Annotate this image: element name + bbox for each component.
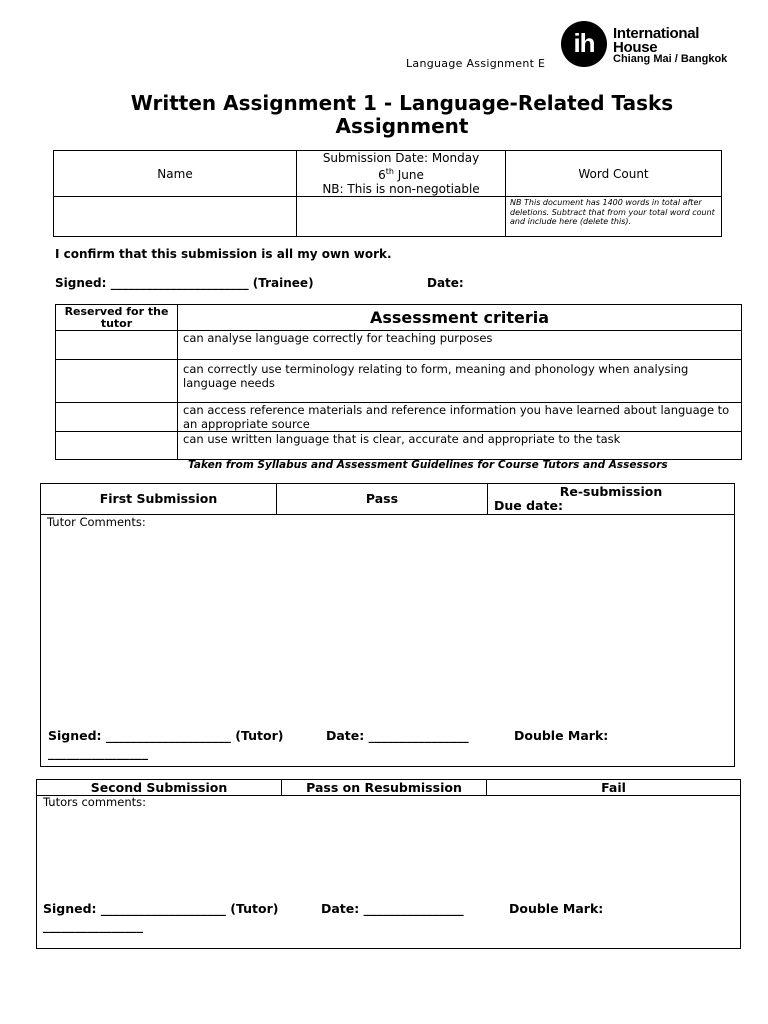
resubmission-option[interactable] — [488, 484, 734, 514]
tutor-check-cell-4[interactable] — [56, 432, 178, 460]
submission-date-line2 — [301, 165, 501, 182]
logo-text-line3: Chiang Mai / Bangkok — [613, 53, 728, 65]
fail-option[interactable]: Fail — [601, 780, 626, 795]
submission-date-line1: Submission Date: Monday — [322, 151, 480, 165]
document-header-label: Language Assignment E — [406, 57, 546, 70]
criteria-item: can correctly use terminology relating to form, meaning and phonology when analysing language needs — [178, 360, 742, 403]
submission-date-field[interactable] — [297, 197, 506, 237]
trainee-date-label[interactable]: Date: — [427, 276, 464, 290]
ih-logo-mark: ih — [561, 21, 607, 67]
criteria-item: can analyse language correctly for teaching purposes — [178, 331, 742, 360]
tutor-signature-line-2[interactable]: Signed: ____________________ (Tutor) — [43, 901, 279, 916]
trainee-signature-line[interactable]: Signed: _______________________ (Trainee) — [55, 276, 314, 290]
double-mark-line[interactable]: ________________ — [48, 745, 148, 760]
name-label: Name — [157, 166, 193, 181]
second-submission-label: Second Submission — [90, 780, 228, 795]
assessment-criteria-table — [55, 304, 742, 460]
resubmission-label: Re-submission — [559, 484, 663, 499]
word-count-field[interactable]: NB This document has 1400 words in total after deletions. Subtract that from your total word count and include here (delete this). — [506, 197, 722, 237]
first-submission-label: First Submission — [99, 491, 218, 506]
confirmation-statement: I confirm that this submission is all my own work. — [55, 247, 392, 261]
assessment-criteria-heading: Assessment criteria — [178, 305, 742, 331]
submission-date-header — [297, 151, 506, 197]
tutor-check-cell-2[interactable] — [56, 360, 178, 403]
tutors-comments-label: Tutors comments: — [43, 795, 146, 809]
tutor-signature-line[interactable]: Signed: ____________________ (Tutor) — [48, 728, 284, 743]
double-mark-label-2: Double Mark: — [509, 901, 604, 916]
tutors-comments-area[interactable] — [37, 810, 740, 898]
logo-text-line2: House — [613, 39, 658, 56]
submission-info-table — [53, 150, 722, 237]
tutor-comments-area[interactable] — [41, 530, 734, 725]
criteria-source-note: Taken from Syllabus and Assessment Guidelines for Course Tutors and Assessors — [188, 459, 668, 471]
second-submission-header-row — [37, 780, 740, 796]
first-submission-header-row — [41, 484, 734, 515]
tutor-date-line-2[interactable]: Date: ________________ — [321, 901, 464, 916]
first-submission-section — [40, 483, 735, 767]
submission-day: 6 — [378, 168, 386, 182]
name-field[interactable] — [54, 197, 297, 237]
submission-day-suffix: th — [385, 167, 394, 176]
pass-option[interactable]: Pass — [365, 491, 399, 506]
criteria-item: can use written language that is clear, accurate and appropriate to the task — [178, 432, 742, 460]
criteria-item: can access reference materials and reference information you have learned about language to an appropriate source — [178, 403, 742, 432]
submission-month: June — [393, 168, 424, 182]
tutor-check-cell-1[interactable] — [56, 331, 178, 360]
page-title-line2: Assignment — [335, 114, 469, 138]
word-count-label: Word Count — [578, 166, 649, 181]
international-house-logo — [561, 21, 731, 67]
name-header — [54, 151, 297, 197]
due-date-label[interactable]: Due date: — [494, 498, 563, 513]
tutor-check-cell-3[interactable] — [56, 403, 178, 432]
pass-on-resubmission-option[interactable]: Pass on Resubmission — [306, 780, 462, 795]
submission-date-line3: NB: This is non-negotiable — [322, 182, 480, 196]
tutor-comments-label: Tutor Comments: — [47, 515, 146, 529]
page-title-line1: Written Assignment 1 - Language-Related Tasks — [130, 91, 674, 115]
reserved-for-tutor-header: Reserved for the tutor — [56, 305, 178, 331]
double-mark-label: Double Mark: — [514, 728, 609, 743]
tutor-date-line[interactable]: Date: ________________ — [326, 728, 469, 743]
double-mark-line-2[interactable]: ________________ — [43, 918, 143, 933]
logo-text-line1: International — [613, 25, 700, 42]
word-count-header — [506, 151, 722, 197]
second-submission-section — [36, 779, 741, 949]
